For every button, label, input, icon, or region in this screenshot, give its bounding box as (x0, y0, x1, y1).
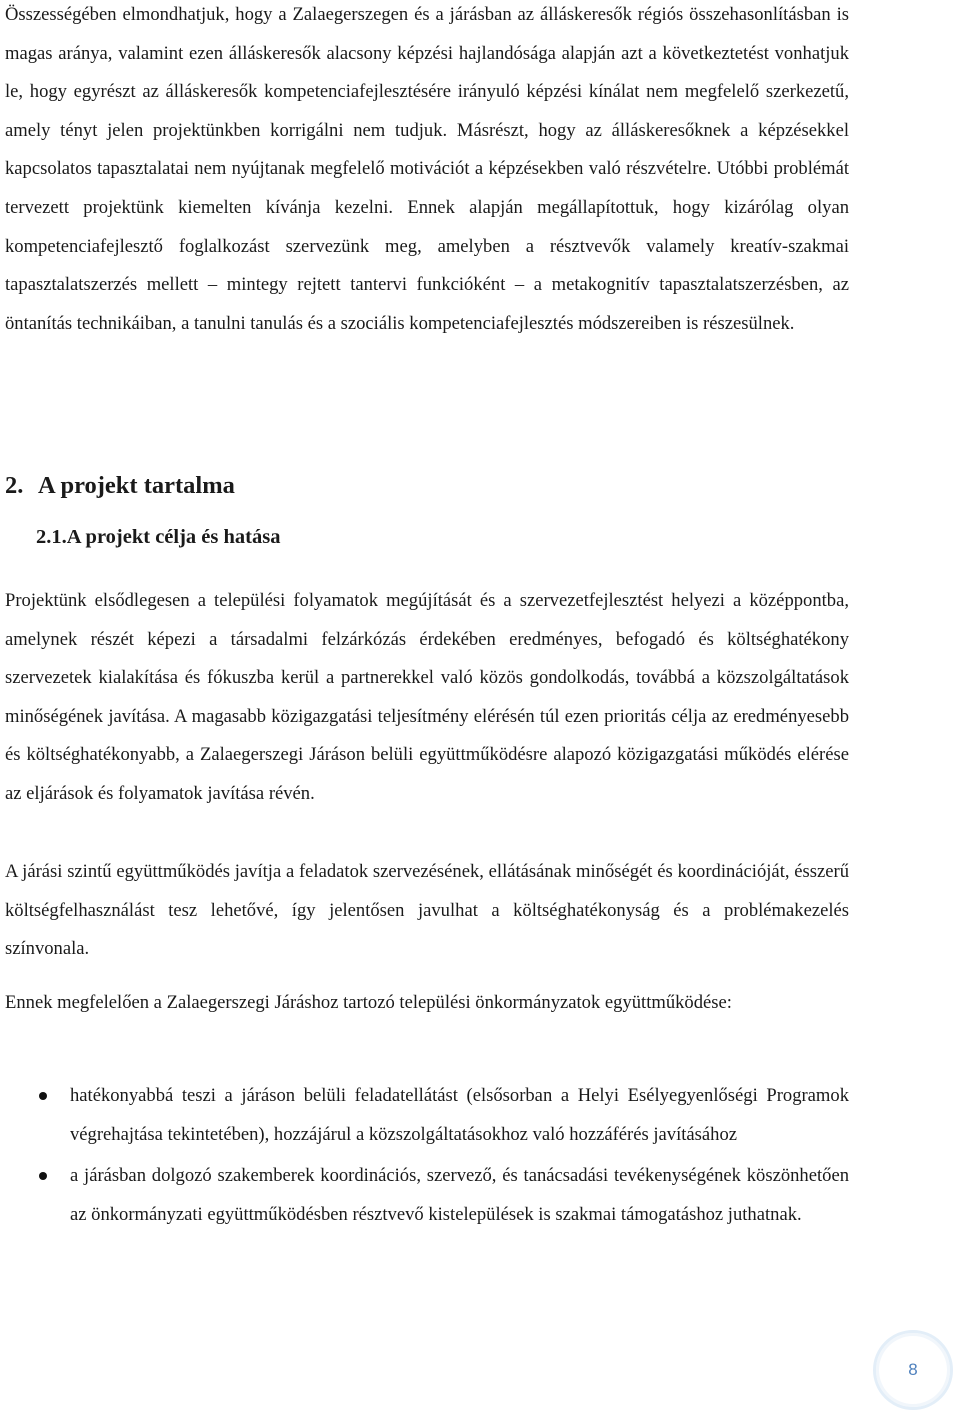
list-item (5, 1157, 849, 1234)
paragraph-block-3 (5, 984, 849, 1023)
bullet-list (5, 1077, 849, 1234)
list-item (5, 1077, 849, 1154)
list-item-text: hatékonyabbá teszi a járáson belüli feladatellátást (elsősorban a Helyi Esélyegyenlőségi Programok végrehajtása tekintetében), hozzájárul a közszolgáltatásokhoz való hozzáférés javításához (70, 1085, 849, 1145)
subsection-heading (36, 524, 280, 550)
bullet-icon (39, 1092, 47, 1100)
section-heading (5, 471, 235, 501)
page-number-badge (873, 1330, 953, 1410)
paragraph-municipalities: Ennek megfelelően a Zalaegerszegi Járáshoz tartozó települési önkormányzatok együttműködése: (5, 992, 732, 1013)
paragraph-cooperation: A járási szintű együttműködés javítja a feladatok szervezésének, ellátásának minőségét és koordinációját, ésszerű költségfelhasználást tesz lehetővé, így jelentősen javulhat a költséghatékonyság és a problémakezelés színvonala. (5, 861, 849, 960)
subsection-number: 2.1. (36, 526, 67, 548)
paragraph-goal: Projektünk elsődlegesen a települési folyamatok megújítását és a szervezetfejlesztést helyezi a középpontba, amelynek részét képezi a társadalmi felzárkózás érdekében eredményes, befogadó és költséghatékony szervezetek kialakítása és fókuszba kerül a partnerekkel való közös gondolkodás, továbbá a közszolgáltatások minőségének javítása. A magasabb közigazgatási teljesítmény elérésén túl ezen prioritás célja az eredményesebb és költséghatékonyabb, a Zalaegerszegi Járáson belüli együttműködésre alapozó közigazgatási működés elérése az eljárások és folyamatok javítása révén. (5, 590, 849, 804)
intro-paragraph: Összességében elmondhatjuk, hogy a Zalaegerszegen és a járásban az álláskeresők régiós összehasonlításban is magas aránya, valamint ezen álláskeresők alacsony képzési hajlandósága alapján azt a következtetést vonhatjuk le, hogy egyrészt az álláskeresők kompetenciafejlesztésére irányuló képzési kínálat nem megfelelő szerkezetű, amely tényt jelen projektünkben korrigálni nem tudjuk. Másrészt, hogy az álláskeresőknek a képzésekkel kapcsolatos tapasztalatai nem nyújtanak megfelelő motivációt a képzésekben való részvételre. Utóbbi problémát tervezett projektünk kiemelten kívánja kezelni. Ennek alapján megállapítottuk, hogy kizárólag olyan kompetenciafejlesztő foglalkozást szervezünk meg, amelyben a résztvevők valamely kreatív-szakmai tapasztalatszerzés mellett – mintegy rejtett tantervi funkcióként – a metakognitív tapasztalatszerzésben, az öntanítás technikáiban, a tanulni tanulás és a szociális kompetenciafejlesztés módszereiben is részesülnek. (5, 4, 849, 334)
bullet-icon (39, 1172, 47, 1180)
page-number: 8 (908, 1360, 918, 1379)
intro-block (5, 0, 849, 343)
paragraph-block-1 (5, 582, 849, 814)
paragraph-block-2 (5, 853, 849, 969)
section-number: 2. (5, 472, 24, 499)
bullet-list-block (5, 1077, 849, 1234)
section-title: A projekt tartalma (38, 472, 235, 499)
list-item-text: a járásban dolgozó szakemberek koordinációs, szervező, és tanácsadási tevékenységének köszönhetően az önkormányzati együttműködésben résztvevő kistelepülések is szakmai támogatáshoz juthatnak. (70, 1165, 849, 1225)
subsection-title: A projekt célja és hatása (66, 526, 281, 548)
